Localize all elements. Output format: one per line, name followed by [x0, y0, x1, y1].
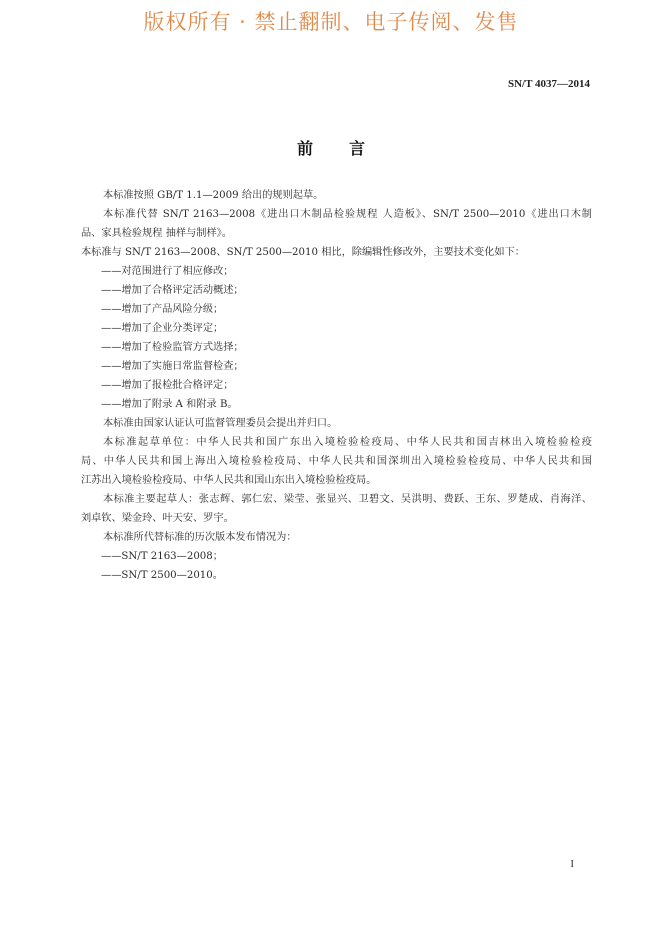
paragraph-drafters-line-1: 本标准主要起草人：张志辉、郭仁宏、梁莹、张显兴、卫碧文、吴洪明、费跃、王东、罗楚成、肖海洋、: [103, 494, 592, 505]
standard-code: SN/T 4037—2014: [507, 78, 590, 90]
paragraph-proposed-by: 本标准由国家认证认可监督管理委员会提出并归口。: [103, 418, 338, 429]
list-item-change: ——增加了企业分类评定；: [101, 323, 224, 334]
list-item-history: ——SN/T 2500—2010。: [101, 570, 223, 581]
paragraph-replaces-line-2: 品、家具检验规程 抽样与制样》。: [81, 228, 232, 239]
list-item-change: ——增加了合格评定活动概述；: [101, 285, 244, 296]
paragraph-history-intro: 本标准所代替标准的历次版本发布情况为：: [103, 532, 297, 543]
list-item-change: ——对范围进行了相应修改；: [101, 266, 234, 277]
copyright-watermark: 版权所有 · 禁止翻制、电子传阅、发售: [143, 10, 519, 34]
page-title: 前言: [296, 139, 401, 158]
paragraph-drafters-line-2: 刘卓钦、梁金玲、叶天安、罗宇。: [81, 513, 234, 524]
list-item-change: ——增加了附录 A 和附录 B。: [101, 399, 238, 410]
foreword-body: [81, 186, 592, 585]
list-item-change: ——增加了实施日常监督检查；: [101, 361, 244, 372]
paragraph-drafting-units-line-2: 局、中华人民共和国上海出入境检验检疫局、中华人民共和国深圳出入境检验检疫局、中华人民共和国: [81, 456, 592, 467]
paragraph-changes-intro: 本标准与 SN/T 2163—2008、SN/T 2500—2010 相比，除编辑性修改外，主要技术变化如下：: [81, 247, 525, 258]
list-item-change: ——增加了报检批合格评定；: [101, 380, 234, 391]
paragraph-drafting-units-line-3: 江苏出入境检验检疫局、中华人民共和国山东出入境检验检疫局。: [81, 475, 377, 486]
list-item-history: ——SN/T 2163—2008；: [101, 551, 223, 562]
paragraph-drafting-rules: 本标准按照 GB/T 1.1—2009 给出的规则起草。: [103, 190, 324, 201]
paragraph-replaces-line-1: 本标准代替 SN/T 2163—2008《进出口木制品检验规程 人造板》、SN/T 2500—2010《进出口木制: [103, 209, 592, 220]
list-item-change: ——增加了产品风险分级；: [101, 304, 224, 315]
page-number: I: [570, 858, 574, 870]
list-item-change: ——增加了检验监管方式选择；: [101, 342, 244, 353]
paragraph-drafting-units-line-1: 本标准起草单位：中华人民共和国广东出入境检验检疫局、中华人民共和国吉林出入境检验检疫: [103, 437, 592, 448]
